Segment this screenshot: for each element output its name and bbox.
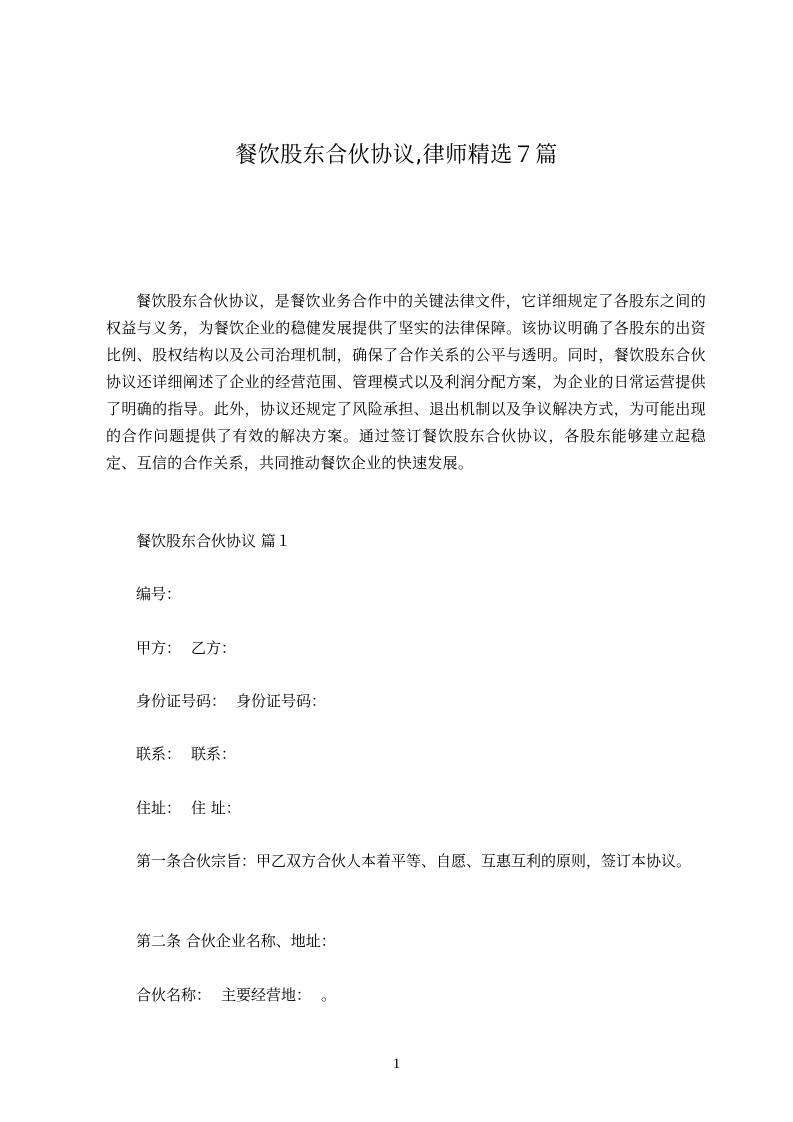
address-a-label: 住址：	[136, 799, 182, 817]
id-number-b-label: 身份证号码：	[236, 692, 327, 710]
partnership-name-row	[136, 982, 336, 1009]
trailing-period: 。	[321, 986, 337, 1004]
contact-b-label: 联系：	[191, 745, 237, 763]
party-b-label: 乙方：	[191, 639, 237, 657]
parties-row	[136, 635, 236, 662]
partnership-name-label: 合伙名称：	[136, 986, 212, 1004]
article-2-heading: 第二条 合伙企业名称、地址：	[136, 932, 336, 950]
document-title: 餐饮股东合伙协议,律师精选７篇	[235, 143, 558, 168]
party-a-label: 甲方：	[136, 639, 182, 657]
address-b-label: 住 址：	[191, 799, 241, 817]
address-row	[136, 795, 241, 822]
section-heading: 餐饮股东合伙协议 篇１	[136, 532, 291, 550]
page-number: 1	[392, 1056, 401, 1072]
contact-row	[136, 741, 236, 768]
intro-paragraph: 餐饮股东合伙协议，是餐饮业务合作中的关键法律文件，它详细规定了各股东之间的权益与义务，为餐饮企业的稳健发展提供了坚实的法律保障。该协议明确了各股东的出资比例、股权结构以及公司治理机制，确保了合作关系的公平与透明。同时，餐饮股东合伙协议还详细阐述了企业的经营范围、管理模式以及利润分配方案，为企业的日常运营提供了明确的指导。此外，协议还规定了风险承担、退出机制以及争议解决方式，为可能出现的合作问题提供了有效的解决方案。通过签订餐饮股东合伙协议，各股东能够建立起稳定、互信的合作关系，共同推动餐饮企业的快速发展。	[106, 292, 706, 472]
contact-a-label: 联系：	[136, 745, 182, 763]
serial-number-label: 编号：	[136, 585, 182, 603]
id-number-a-label: 身份证号码：	[136, 692, 227, 710]
article-1: 第一条合伙宗旨：甲乙双方合伙人本着平等、自愿、互惠互利的原则，签订本协议。	[136, 852, 692, 870]
id-number-row	[136, 688, 326, 715]
main-business-location-label: 主要经营地：	[221, 986, 312, 1004]
